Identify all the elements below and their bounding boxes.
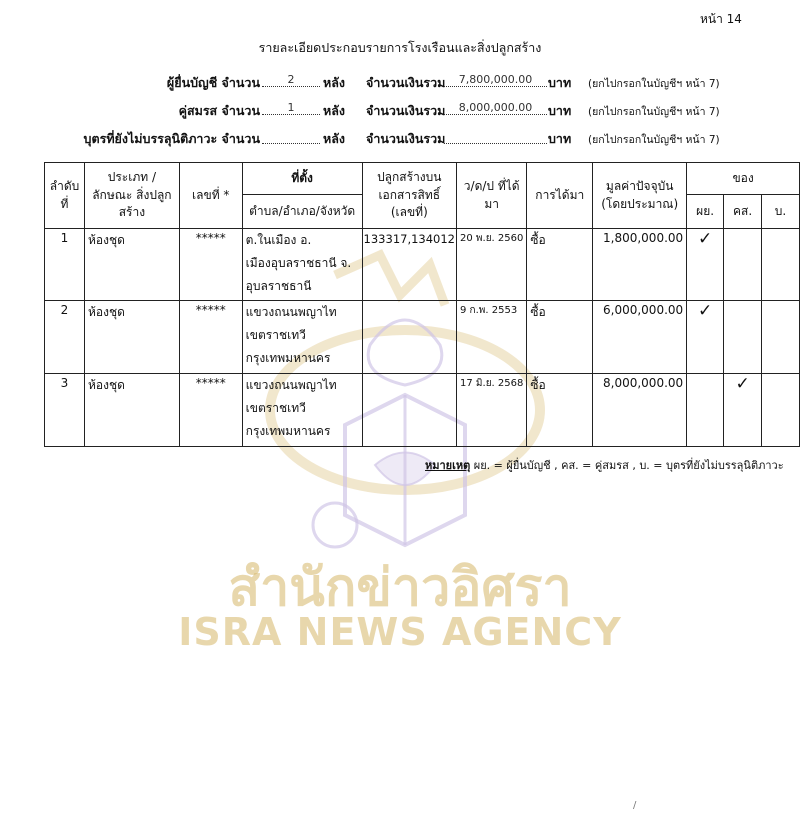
- summary-amount-label: จำนวนเงินรวม: [366, 103, 446, 118]
- summary-count-unit: หลัง: [323, 75, 346, 90]
- remark-label: หมายเหตุ: [425, 459, 471, 472]
- summary-count: [262, 129, 320, 144]
- table-row: [45, 374, 800, 447]
- row-deed: [362, 301, 456, 374]
- row-value: 1,800,000.00: [593, 229, 687, 301]
- header-number: เลขที่ *: [179, 163, 242, 229]
- header-type: [84, 163, 179, 229]
- row-location: [242, 229, 362, 301]
- header-value: [593, 163, 687, 229]
- row-date: 17 มิ.ย. 2568: [457, 374, 527, 447]
- location-line: ต.ในเมือง อ.: [245, 233, 312, 247]
- row-owner-child: [762, 301, 800, 374]
- row-number: *****: [179, 374, 242, 447]
- summary-count-unit: หลัง: [323, 103, 346, 118]
- summary-label: ผู้ยื่นบัญชี จำนวน: [166, 75, 260, 90]
- table-row: [45, 229, 800, 301]
- row-acquired: ซื้อ: [527, 301, 593, 374]
- header-acquired: การได้มา: [527, 163, 593, 229]
- location-line: เขตราชเทวี: [245, 328, 306, 342]
- row-owner-spouse: [724, 229, 762, 301]
- buildings-table: [44, 162, 800, 447]
- summary-label: บุตรที่ยังไม่บรรลุนิติภาวะ จำนวน: [83, 131, 260, 146]
- row-date: 9 ก.พ. 2553: [457, 301, 527, 374]
- check-icon: ✓: [735, 374, 750, 394]
- row-acquired: ซื้อ: [527, 229, 593, 301]
- location-line: กรุงเทพมหานคร: [245, 351, 331, 365]
- header-deed-line: (เลขที่): [390, 205, 428, 220]
- row-type: ห้องชุด: [84, 374, 179, 447]
- row-location: [242, 374, 362, 447]
- row-acquired: ซื้อ: [527, 374, 593, 447]
- header-value-line: มูลค่าปัจจุบัน: [605, 179, 674, 194]
- header-title-deed: [362, 163, 456, 229]
- header-date-line: ที่ได้มา: [484, 179, 520, 211]
- row-owner-child: [762, 374, 800, 447]
- row-number: *****: [179, 301, 242, 374]
- row-no: 1: [45, 229, 85, 301]
- header-type-line: ลักษณะ: [92, 187, 133, 202]
- scan-mark: /: [633, 800, 637, 811]
- header-deed-line: ปลูกสร้างบน: [377, 170, 442, 185]
- row-location: [242, 301, 362, 374]
- summary-amount: [444, 129, 547, 144]
- location-line: เขตราชเทวี: [245, 401, 306, 415]
- header-type-line: ประเภท /: [107, 170, 157, 185]
- header-value-line: (โดยประมาณ): [601, 196, 679, 211]
- watermark-english-text: ISRA NEWS AGENCY: [178, 610, 622, 654]
- row-owner-declarant: [687, 374, 724, 447]
- location-line: อุบลราชธานี: [245, 279, 312, 293]
- row-owner-declarant: [687, 229, 724, 301]
- location-line: กรุงเทพมหานคร: [245, 424, 331, 438]
- table-row: [45, 301, 800, 374]
- header-no-line: ที่: [60, 196, 69, 211]
- remark-text: ผย. = ผู้ยื่นบัญชี , คส. = คู่สมรส , บ. = บุตรที่ยังไม่บรรลุนิติภาวะ: [473, 459, 784, 472]
- row-owner-spouse: [724, 374, 762, 447]
- header-owner: ของ: [687, 163, 800, 195]
- check-icon: ✓: [698, 301, 713, 321]
- summary-note: (ยกไปกรอกในบัญชีฯ หน้า 7): [588, 106, 720, 118]
- location-line: แขวงถนนพญาไท: [245, 305, 337, 319]
- header-location: ที่ตั้ง: [242, 163, 362, 195]
- summary-count-unit: หลัง: [323, 131, 346, 146]
- header-type-line: สิ่งปลูกสร้าง: [118, 187, 172, 220]
- summary-count: 1: [262, 101, 320, 115]
- header-date-line: ว/ด/ป: [463, 179, 495, 194]
- location-line: แขวงถนนพญาไท: [245, 378, 337, 392]
- summary-amount-unit: บาท: [548, 103, 572, 118]
- header-no-line: ลำดับ: [49, 179, 80, 194]
- row-value: 8,000,000.00: [593, 374, 687, 447]
- summary-amount-unit: บาท: [548, 75, 572, 90]
- row-deed: 133317,134012: [362, 229, 456, 301]
- summary-note: (ยกไปกรอกในบัญชีฯ หน้า 7): [588, 134, 720, 146]
- header-deed-line: เอกสารสิทธิ์: [378, 187, 441, 202]
- summary-amount-unit: บาท: [548, 131, 572, 146]
- summary-label: คู่สมรส จำนวน: [178, 103, 260, 118]
- row-no: 2: [45, 301, 85, 374]
- summary-amount-label: จำนวนเงินรวม: [366, 75, 446, 90]
- row-owner-declarant: [687, 301, 724, 374]
- header-location-sub: ตำบล/อำเภอ/จังหวัด: [242, 195, 362, 229]
- header-date: [457, 163, 527, 229]
- check-icon: ✓: [698, 229, 713, 249]
- summary-amount-label: จำนวนเงินรวม: [366, 131, 446, 146]
- summary-note: (ยกไปกรอกในบัญชีฯ หน้า 7): [588, 78, 720, 90]
- header-owner-declarant: ผย.: [687, 195, 724, 229]
- header-owner-child: บ.: [762, 195, 800, 229]
- remark: [425, 456, 784, 474]
- row-deed: [362, 374, 456, 447]
- document-title: รายละเอียดประกอบรายการโรงเรือนและสิ่งปลูกสร้าง: [258, 40, 542, 55]
- row-owner-child: [762, 229, 800, 301]
- watermark-thai-text: สำนักข่าวอิศรา: [228, 558, 572, 618]
- row-no: 3: [45, 374, 85, 447]
- row-date: 20 พ.ย. 2560: [457, 229, 527, 301]
- row-type: ห้องชุด: [84, 301, 179, 374]
- row-type: ห้องชุด: [84, 229, 179, 301]
- header-no: [45, 163, 85, 229]
- row-value: 6,000,000.00: [593, 301, 687, 374]
- table-header-row: [45, 163, 800, 195]
- summary-amount: 8,000,000.00: [444, 101, 547, 115]
- summary-amount: 7,800,000.00: [444, 73, 547, 87]
- page-number: หน้า 14: [700, 12, 742, 26]
- location-line: เมืองอุบลราชธานี จ.: [245, 256, 352, 270]
- row-number: *****: [179, 229, 242, 301]
- summary-count: 2: [262, 73, 320, 87]
- row-owner-spouse: [724, 301, 762, 374]
- header-owner-spouse: คส.: [724, 195, 762, 229]
